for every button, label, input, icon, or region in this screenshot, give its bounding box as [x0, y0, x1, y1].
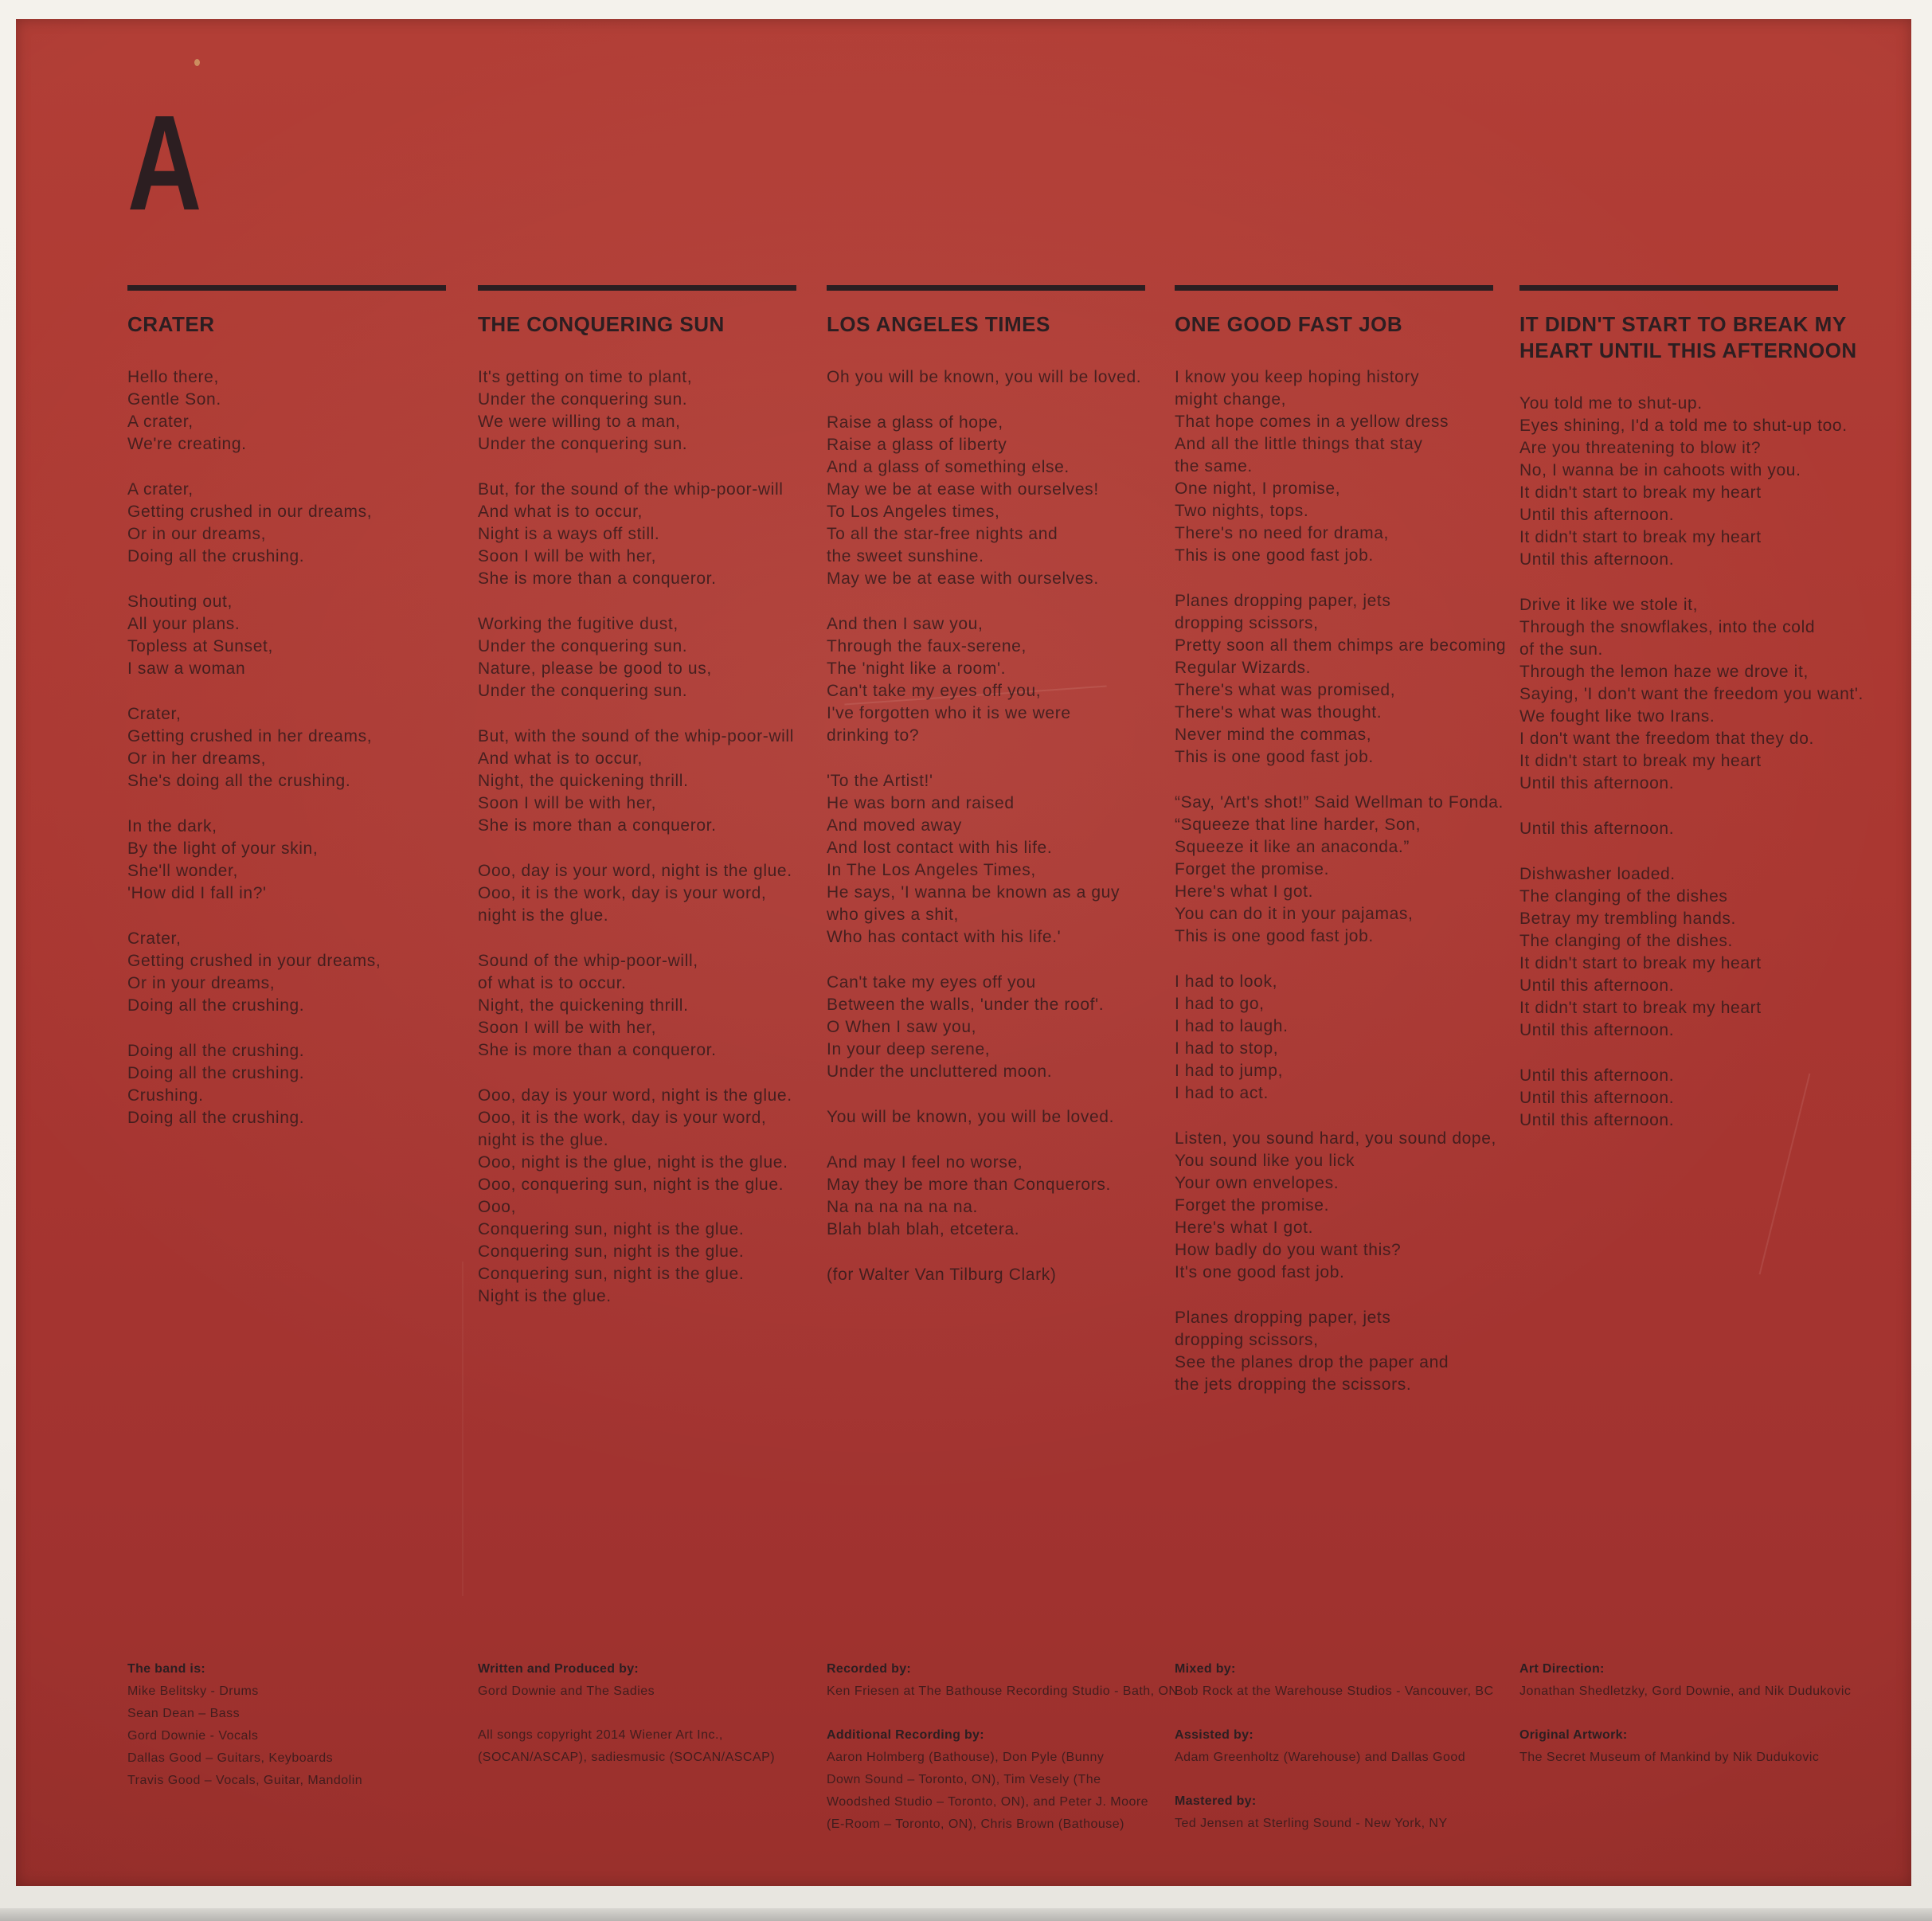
stanza — [127, 928, 494, 1017]
lyric-line: It didn't start to break my heart — [1519, 483, 1762, 502]
stanza — [478, 1085, 844, 1308]
lyric-line: And lost contact with his life. — [827, 839, 1053, 857]
credits-section — [1175, 1790, 1541, 1835]
lyric-line: But, for the sound of the whip-poor-will — [478, 480, 784, 499]
credits-line: Sean Dean – Bass — [127, 1707, 241, 1720]
credits-line: The Secret Museum of Mankind by Nik Dudukovic — [1519, 1751, 1820, 1764]
lyric-line: I had to stop, — [1175, 1039, 1279, 1058]
credits-line: Ted Jensen at Sterling Sound - New York, NY — [1175, 1817, 1448, 1830]
stanza — [1519, 818, 1886, 840]
lyric-line: Until this afternoon. — [1519, 1021, 1675, 1039]
lyric-line: Pretty soon all them chimps are becoming — [1175, 636, 1507, 655]
lyric-line: Nature, please be good to us, — [478, 659, 712, 678]
lyric-line: One night, I promise, — [1175, 479, 1341, 498]
lyric-line: Ooo, it is the work, day is your word, — [478, 884, 767, 902]
lyric-line: To Los Angeles times, — [827, 503, 1000, 521]
lyric-line: night is the glue. — [478, 906, 609, 925]
lyric-line: Your own envelopes. — [1175, 1174, 1339, 1192]
lyric-line: Blah blah blah, etcetera. — [827, 1220, 1020, 1238]
song-title: THE CONQUERING SUN — [478, 312, 725, 336]
credits-heading: Assisted by: — [1175, 1728, 1253, 1742]
lyric-line: This is one good fast job. — [1175, 748, 1374, 766]
lyric-line: Crater, — [127, 929, 182, 948]
credits-line: Bob Rock at the Warehouse Studios - Vancouver, BC — [1175, 1684, 1494, 1698]
lyric-line: dropping scissors, — [1175, 1331, 1319, 1349]
stanza — [1175, 971, 1541, 1105]
stanza — [1175, 1128, 1541, 1284]
stanza — [827, 412, 1193, 590]
lyric-line: We were willing to a man, — [478, 413, 681, 431]
lyric-line: In The Los Angeles Times, — [827, 861, 1036, 879]
lyric-line: O When I saw you, — [827, 1018, 977, 1036]
lyric-line: Gentle Son. — [127, 390, 221, 409]
credits-band — [127, 1658, 494, 1813]
credits-line: Travis Good – Vocals, Guitar, Mandolin — [127, 1774, 363, 1787]
lyric-line: Conquering sun, night is the glue. — [478, 1242, 745, 1261]
lyric-line: Doing all the crushing. — [127, 1042, 305, 1060]
lyric-line: Forget the promise. — [1175, 1196, 1330, 1215]
lyric-line: And a glass of something else. — [827, 458, 1070, 476]
lyric-line: Are you threatening to blow it? — [1519, 439, 1762, 457]
lyric-line: Drive it like we stole it, — [1519, 596, 1699, 614]
lyric-line: He says, 'I wanna be known as a guy — [827, 883, 1120, 902]
lyric-line: Planes dropping paper, jets — [1175, 1309, 1391, 1327]
credits-section — [127, 1658, 494, 1792]
credits-line: Gord Downie and The Sadies — [478, 1684, 655, 1698]
credits-section — [1175, 1658, 1541, 1703]
lyric-line: Under the conquering sun. — [478, 682, 688, 700]
lyric-line: We're creating. — [127, 435, 247, 453]
credits-line: Mike Belitsky - Drums — [127, 1684, 259, 1698]
credits-line: Aaron Holmberg (Bathouse), Don Pyle (Bunny — [827, 1751, 1105, 1764]
song-column-los-angeles-times — [827, 285, 1193, 1309]
stanza — [827, 770, 1193, 949]
lyric-line: 'How did I fall in?' — [127, 884, 267, 902]
credits-heading: The band is: — [127, 1662, 206, 1676]
lyric-line: of what is to occur. — [478, 974, 627, 992]
lyric-line: the same. — [1175, 457, 1253, 475]
lyric-line: The 'night like a room'. — [827, 659, 1007, 678]
scratch-mark — [462, 1262, 463, 1596]
lyric-line: That hope comes in a yellow dress — [1175, 413, 1449, 431]
lyric-line: Doing all the crushing. — [127, 1109, 305, 1127]
lyric-line: night is the glue. — [478, 1131, 609, 1149]
lyric-line: I had to look, — [1175, 972, 1278, 991]
lyric-line: But, with the sound of the whip-poor-will — [478, 727, 795, 745]
lyric-line: Between the walls, 'under the roof'. — [827, 996, 1105, 1014]
lyric-line: The clanging of the dishes — [1519, 887, 1728, 906]
lyric-line: She is more than a conqueror. — [478, 569, 717, 588]
lyric-line: Under the conquering sun. — [478, 637, 688, 655]
lyrics — [478, 366, 844, 1308]
song-title: ONE GOOD FAST JOB — [1175, 312, 1403, 336]
lyric-line: dropping scissors, — [1175, 614, 1319, 632]
lyric-line: Under the conquering sun. — [478, 435, 688, 453]
credits-heading: Recorded by: — [827, 1662, 912, 1676]
lyric-line: Conquering sun, night is the glue. — [478, 1220, 745, 1238]
stanza — [1175, 1307, 1541, 1396]
credits-line: (E-Room – Toronto, ON), Chris Brown (Bathouse) — [827, 1817, 1124, 1831]
credits-mixed-mastered — [1175, 1658, 1541, 1856]
lyric-line: She is more than a conqueror. — [478, 1041, 717, 1059]
lyric-line: Until this afternoon. — [1519, 1111, 1675, 1129]
lyric-line: drinking to? — [827, 726, 920, 745]
lyrics — [1519, 393, 1886, 1132]
lyric-line: Can't take my eyes off you — [827, 973, 1036, 992]
credits-line: Ken Friesen at The Bathouse Recording Studio - Bath, ON — [827, 1684, 1179, 1698]
lyric-line: Soon I will be with her, — [478, 1019, 657, 1037]
lyric-line: Who has contact with his life.' — [827, 928, 1062, 946]
lyric-line: In your deep serene, — [827, 1040, 991, 1058]
credits-art — [1519, 1658, 1886, 1790]
lyric-line: Soon I will be with her, — [478, 547, 657, 565]
lyric-line: Through the faux-serene, — [827, 637, 1027, 655]
lyric-line: And all the little things that stay — [1175, 435, 1423, 453]
lyric-line: I know you keep hoping history — [1175, 368, 1420, 386]
lyric-line: Night is the glue. — [478, 1287, 612, 1305]
song-title: LOS ANGELES TIMES — [827, 312, 1050, 336]
lyric-line: Sound of the whip-poor-will, — [478, 952, 698, 970]
lyric-line: Until this afternoon. — [1519, 774, 1675, 792]
lyric-line: It's getting on time to plant, — [478, 368, 693, 386]
lyric-line: Or in your dreams, — [127, 974, 276, 992]
lyric-line: Working the fugitive dust, — [478, 615, 679, 633]
lyric-line: Or in our dreams, — [127, 525, 267, 543]
lyric-line: Under the uncluttered moon. — [827, 1062, 1053, 1081]
stanza — [1175, 792, 1541, 948]
lyric-line: the jets dropping the scissors. — [1175, 1375, 1412, 1394]
lyric-line: Until this afternoon. — [1519, 506, 1675, 524]
lyric-line: Saying, 'I don't want the freedom you want'. — [1519, 685, 1864, 703]
lyric-line: Until this afternoon. — [1519, 976, 1675, 995]
lyric-line: She'll wonder, — [127, 862, 238, 880]
lyric-line: You sound like you lick — [1175, 1152, 1355, 1170]
lyric-line: To all the star-free nights and — [827, 525, 1058, 543]
lyric-line: Soon I will be with her, — [478, 794, 657, 812]
credits-section — [827, 1724, 1193, 1836]
lyric-line: Forget the promise. — [1175, 860, 1330, 878]
lyric-line: Eyes shining, I'd a told me to shut-up too. — [1519, 417, 1848, 435]
lyric-line: You will be known, you will be loved. — [827, 1108, 1115, 1126]
lyric-line: A crater, — [127, 480, 194, 499]
lyric-line: Ooo, day is your word, night is the glue. — [478, 862, 792, 880]
lyrics — [827, 366, 1193, 1286]
lyric-line: Squeeze it like an anaconda.” — [1175, 838, 1410, 856]
lyric-line: Here's what I got. — [1175, 1219, 1314, 1237]
stanza — [478, 726, 844, 837]
lyric-line: Ooo, — [478, 1198, 517, 1216]
stanza — [478, 366, 844, 456]
stanza — [127, 816, 494, 905]
stanza — [1175, 366, 1541, 567]
lyric-line: Ooo, night is the glue, night is the glue. — [478, 1153, 788, 1172]
lyric-line: Crushing. — [127, 1086, 204, 1105]
lyric-line: 'To the Artist!' — [827, 772, 933, 790]
lyric-line: It didn't start to break my heart — [1519, 999, 1762, 1017]
lyric-line: He was born and raised — [827, 794, 1015, 812]
lyric-line: Doing all the crushing. — [127, 996, 305, 1015]
photo-bottom-edge — [0, 1908, 1932, 1921]
credits-line: Woodshed Studio – Toronto, ON), and Peter J. Moore — [827, 1795, 1149, 1809]
credits-section — [1519, 1724, 1886, 1769]
lyric-line: She's doing all the crushing. — [127, 772, 351, 790]
stanza — [127, 366, 494, 456]
lyric-line: Topless at Sunset, — [127, 637, 273, 655]
lyric-line: May they be more than Conquerors. — [827, 1176, 1111, 1194]
lyric-line: I had to laugh. — [1175, 1017, 1289, 1035]
column-rule — [478, 285, 796, 291]
column-rule — [1175, 285, 1493, 291]
lyric-line: And what is to occur, — [478, 749, 643, 768]
stanza — [478, 950, 844, 1062]
lyric-line: Night is a ways off still. — [478, 525, 660, 543]
stanza — [827, 1152, 1193, 1241]
credits-heading: Written and Produced by: — [478, 1662, 639, 1676]
column-rule — [127, 285, 446, 291]
credits-section — [1175, 1724, 1541, 1769]
credits-heading: Original Artwork: — [1519, 1728, 1628, 1742]
credits-heading: Mixed by: — [1175, 1662, 1236, 1676]
lyric-line: Can't take my eyes off you, — [827, 682, 1042, 700]
lyric-line: Until this afternoon. — [1519, 550, 1675, 569]
song-column-one-good-fast-job — [1175, 285, 1541, 1419]
credits-heading: Additional Recording by: — [827, 1728, 984, 1742]
stanza — [478, 613, 844, 702]
lyric-line: Through the snowflakes, into the cold — [1519, 618, 1816, 636]
credits-recorded — [827, 1658, 1193, 1857]
lyric-line: It's one good fast job. — [1175, 1263, 1345, 1281]
lyric-line: Raise a glass of hope, — [827, 413, 1003, 432]
lyric-line: I saw a woman — [127, 659, 246, 678]
lyric-line: Doing all the crushing. — [127, 1064, 305, 1082]
lyric-line: Crater, — [127, 705, 182, 723]
lyric-line: Ooo, conquering sun, night is the glue. — [478, 1176, 784, 1194]
lyric-line: Night, the quickening thrill. — [478, 996, 689, 1015]
stanza — [827, 1106, 1193, 1129]
stanza — [1519, 393, 1886, 571]
song-column-the-conquering-sun — [478, 285, 844, 1331]
song-title: IT DIDN'T START TO BREAK MY HEART UNTIL THIS AFTERNOON — [1519, 312, 1857, 362]
song-column-crater — [127, 285, 494, 1152]
stanza — [478, 860, 844, 927]
lyric-line: This is one good fast job. — [1175, 927, 1374, 945]
lyric-line: Until this afternoon. — [1519, 1089, 1675, 1107]
lyric-line: The clanging of the dishes. — [1519, 932, 1734, 950]
lyric-line: It didn't start to break my heart — [1519, 528, 1762, 546]
lyric-line: And then I saw you, — [827, 615, 984, 633]
lyric-line: May we be at ease with ourselves. — [827, 569, 1099, 588]
credits-heading: Art Direction: — [1519, 1662, 1605, 1676]
lyric-line: Getting crushed in your dreams, — [127, 952, 381, 970]
stanza — [1519, 594, 1886, 795]
credits-section — [1519, 1658, 1886, 1703]
lyric-line: All your plans. — [127, 615, 241, 633]
lyric-line: Ooo, it is the work, day is your word, — [478, 1109, 767, 1127]
lyric-line: Getting crushed in our dreams, — [127, 503, 373, 521]
lyric-line: Planes dropping paper, jets — [1175, 592, 1391, 610]
lyric-line: There's what was promised, — [1175, 681, 1396, 699]
credits-line: Jonathan Shedletzky, Gord Downie, and Nik Dudukovic — [1519, 1684, 1852, 1698]
lyric-line: It didn't start to break my heart — [1519, 752, 1762, 770]
lyric-line: She is more than a conqueror. — [478, 816, 717, 835]
lyric-line: How badly do you want this? — [1175, 1241, 1402, 1259]
stanza — [827, 613, 1193, 747]
lyric-line: Raise a glass of liberty — [827, 436, 1007, 454]
lyric-line: Under the conquering sun. — [478, 390, 688, 409]
dust-speck — [194, 59, 200, 66]
credits-heading: Mastered by: — [1175, 1794, 1257, 1808]
stanza — [127, 479, 494, 568]
lyric-line: May we be at ease with ourselves! — [827, 480, 1099, 499]
lyric-line: the sweet sunshine. — [827, 547, 984, 565]
lyric-line: Through the lemon haze we drove it, — [1519, 663, 1809, 681]
credits-line: All songs copyright 2014 Wiener Art Inc., — [478, 1728, 723, 1742]
stanza — [127, 703, 494, 792]
record-sleeve — [16, 19, 1911, 1886]
stanza — [827, 1264, 1193, 1286]
lyric-line: Oh you will be known, you will be loved. — [827, 368, 1142, 386]
song-column-it-didnt-start-to-break-my-heart — [1519, 285, 1886, 1155]
lyric-line: Ooo, day is your word, night is the glue. — [478, 1086, 792, 1105]
stanza — [827, 366, 1193, 389]
lyric-line: might change, — [1175, 390, 1287, 409]
side-a-label: A — [127, 88, 202, 239]
lyric-line: I don't want the freedom that they do. — [1519, 730, 1814, 748]
credits-line: Adam Greenholtz (Warehouse) and Dallas Good — [1175, 1751, 1466, 1764]
lyric-line: Na na na na na na. — [827, 1198, 978, 1216]
stanza — [127, 591, 494, 680]
stanza — [1175, 590, 1541, 769]
lyrics — [127, 366, 494, 1129]
lyric-line: There's what was thought. — [1175, 703, 1383, 722]
credits-line: Dallas Good – Guitars, Keyboards — [127, 1751, 334, 1765]
lyric-line: This is one good fast job. — [1175, 546, 1374, 565]
lyric-line: who gives a shit, — [827, 906, 959, 924]
lyric-line: Here's what I got. — [1175, 882, 1314, 901]
credits-section — [478, 1658, 844, 1703]
stanza — [1519, 863, 1886, 1042]
stanza — [127, 1040, 494, 1129]
lyric-line: Dishwasher loaded. — [1519, 865, 1676, 883]
lyric-line: I had to act. — [1175, 1084, 1269, 1102]
lyric-line: Until this afternoon. — [1519, 820, 1675, 838]
lyric-line: Until this afternoon. — [1519, 1066, 1675, 1085]
lyric-line: Conquering sun, night is the glue. — [478, 1265, 745, 1283]
stanza — [1519, 1065, 1886, 1132]
lyric-line: Or in her dreams, — [127, 749, 267, 768]
lyric-line: We fought like two Irans. — [1519, 707, 1715, 726]
credits-written-produced — [478, 1658, 844, 1790]
lyric-line: Regular Wizards. — [1175, 659, 1312, 677]
credits-section — [827, 1658, 1193, 1703]
lyric-line: See the planes drop the paper and — [1175, 1353, 1449, 1371]
lyric-line: No, I wanna be in cahoots with you. — [1519, 461, 1801, 479]
credits-line: Down Sound – Toronto, ON), Tim Vesely (The — [827, 1773, 1101, 1786]
lyric-line: I had to go, — [1175, 995, 1265, 1013]
song-title: CRATER — [127, 312, 215, 336]
lyric-line: By the light of your skin, — [127, 839, 319, 858]
column-rule — [1519, 285, 1838, 291]
lyric-line: Getting crushed in her dreams, — [127, 727, 373, 745]
stanza — [827, 972, 1193, 1083]
lyric-line: Listen, you sound hard, you sound dope, — [1175, 1129, 1497, 1148]
column-rule — [827, 285, 1145, 291]
credits-section — [478, 1724, 844, 1769]
lyric-line: Night, the quickening thrill. — [478, 772, 689, 790]
lyric-line: You can do it in your pajamas, — [1175, 905, 1414, 923]
lyric-line: I had to jump, — [1175, 1062, 1284, 1080]
lyric-line: And what is to occur, — [478, 503, 643, 521]
lyric-line: Shouting out, — [127, 593, 233, 611]
lyric-line: (for Walter Van Tilburg Clark) — [827, 1266, 1057, 1284]
lyric-line: “Say, 'Art's shot!” Said Wellman to Fonda. — [1175, 793, 1504, 812]
lyric-line: Hello there, — [127, 368, 219, 386]
credits-line: (SOCAN/ASCAP), sadiesmusic (SOCAN/ASCAP) — [478, 1751, 776, 1764]
lyric-line: And moved away — [827, 816, 962, 835]
lyric-line: Never mind the commas, — [1175, 726, 1372, 744]
lyrics — [1175, 366, 1541, 1396]
lyric-line: Two nights, tops. — [1175, 502, 1309, 520]
lyric-line: And may I feel no worse, — [827, 1153, 1023, 1172]
lyric-line: There's no need for drama, — [1175, 524, 1390, 542]
lyric-line: Doing all the crushing. — [127, 547, 305, 565]
lyric-line: You told me to shut-up. — [1519, 394, 1703, 413]
lyric-line: “Squeeze that line harder, Son, — [1175, 816, 1422, 834]
lyric-line: Betray my trembling hands. — [1519, 910, 1736, 928]
stanza — [478, 479, 844, 590]
lyric-line: of the sun. — [1519, 640, 1603, 659]
lyric-line: It didn't start to break my heart — [1519, 954, 1762, 972]
lyric-line: I've forgotten who it is we were — [827, 704, 1071, 722]
credits-line: Gord Downie - Vocals — [127, 1729, 259, 1743]
lyric-line: A crater, — [127, 413, 194, 431]
lyric-line: In the dark, — [127, 817, 217, 835]
